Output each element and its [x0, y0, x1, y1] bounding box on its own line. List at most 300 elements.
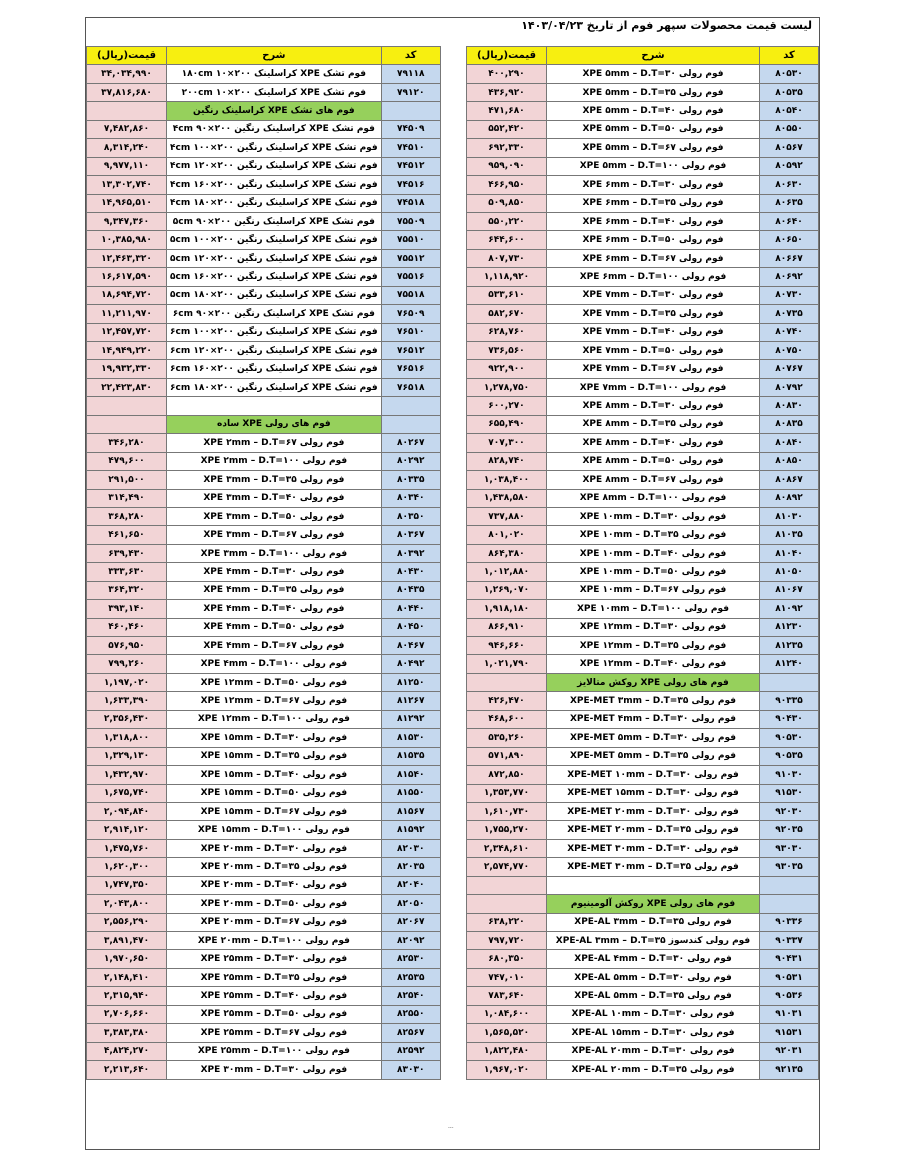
- code-cell: ۹۰۵۳۵: [760, 747, 819, 765]
- code-cell: ۸۲۵۴۰: [381, 987, 440, 1005]
- price-cell: ۵۷۱,۸۹۰: [467, 747, 547, 765]
- table-row: [87, 913, 441, 931]
- description-header: شرح: [547, 47, 760, 65]
- code-cell: ۹۳۰۳۰: [760, 839, 819, 857]
- description-cell: فوم رولی XPE ۷mm – D.T=۵۰: [547, 342, 760, 360]
- price-cell: ۵۳۵,۲۶۰: [467, 729, 547, 747]
- description-cell: فوم رولی XPE ۴mm – D.T=۳۵: [167, 581, 382, 599]
- code-cell: ۸۱۲۵۰: [381, 673, 440, 691]
- table-row: [87, 1042, 441, 1060]
- table-row: [467, 563, 819, 581]
- table-row: [467, 397, 819, 415]
- table-row: [87, 452, 441, 470]
- price-cell: [467, 673, 547, 691]
- table-row: [87, 1005, 441, 1023]
- description-cell: فوم رولی XPE ۲۵mm – D.T=۱۰۰: [167, 1042, 382, 1060]
- price-cell: ۱,۲۷۸,۷۵۰: [467, 378, 547, 396]
- table-row: [467, 120, 819, 138]
- price-cell: ۱۹,۹۳۲,۳۳۰: [87, 360, 167, 378]
- table-row: [87, 784, 441, 802]
- description-cell: فوم رولی XPE ۷mm – D.T=۴۰: [547, 323, 760, 341]
- code-cell: ۹۰۴۳۰: [760, 710, 819, 728]
- code-cell: ۸۰۷۴۰: [760, 323, 819, 341]
- code-cell: ۸۰۳۵۰: [381, 507, 440, 525]
- table-row: [87, 766, 441, 784]
- description-cell: فوم رولی XPE ۶mm – D.T=۵۰: [547, 231, 760, 249]
- price-cell: ۱,۴۷۵,۷۶۰: [87, 839, 167, 857]
- description-cell: فوم رولی XPE-AL ۵mm – D.T=۳۰: [547, 968, 760, 986]
- code-cell: ۸۱۲۴۰: [760, 655, 819, 673]
- code-cell: [760, 673, 819, 691]
- table-row: [87, 710, 441, 728]
- price-cell: ۹۲۲,۹۰۰: [467, 360, 547, 378]
- code-cell: ۸۰۳۳۵: [381, 471, 440, 489]
- code-cell: ۸۰۲۹۲: [381, 452, 440, 470]
- price-cell: ۱,۶۳۳,۳۹۰: [87, 692, 167, 710]
- price-cell: ۴۲۶,۴۷۰: [467, 692, 547, 710]
- code-cell: ۸۱۵۳۵: [381, 747, 440, 765]
- code-cell: ۸۲۰۳۵: [381, 858, 440, 876]
- price-cell: ۶۴۴,۶۰۰: [467, 231, 547, 249]
- description-cell: فوم رولی XPE-AL ۴mm – D.T=۳۰: [547, 950, 760, 968]
- description-cell: فوم رولی XPE ۲۰mm – D.T=۴۰: [167, 876, 382, 894]
- code-cell: ۹۱۵۳۰: [760, 784, 819, 802]
- code-cell: ۸۰۶۶۷: [760, 249, 819, 267]
- table-row: [87, 600, 441, 618]
- price-cell: ۸۲۸,۷۴۰: [467, 452, 547, 470]
- price-cell: ۱,۶۱۰,۷۳۰: [467, 802, 547, 820]
- price-cell: ۱,۹۱۸,۱۸۰: [467, 600, 547, 618]
- table-row: [87, 821, 441, 839]
- price-cell: ۵۵۰,۲۲۰: [467, 212, 547, 230]
- price-cell: ۸۶۴,۳۸۰: [467, 544, 547, 562]
- description-cell: فوم رولی XPE ۵mm – D.T=۴۰: [547, 102, 760, 120]
- table-row: [87, 231, 441, 249]
- code-cell: ۸۰۸۹۲: [760, 489, 819, 507]
- table-row: [467, 581, 819, 599]
- description-cell: فوم رولی XPE ۳۰mm – D.T=۳۰: [167, 1061, 382, 1079]
- table-row: [87, 692, 441, 710]
- price-cell: ۱۶,۶۱۷,۵۹۰: [87, 268, 167, 286]
- price-cell: ۷۴۷,۰۱۰: [467, 968, 547, 986]
- table-row: [467, 102, 819, 120]
- description-cell: فوم رولی XPE ۶mm – D.T=۱۰۰: [547, 268, 760, 286]
- table-row: [467, 544, 819, 562]
- description-cell: [547, 876, 760, 894]
- description-cell: فوم رولی XPE ۲۵mm – D.T=۶۷: [167, 1024, 382, 1042]
- table-row: [87, 249, 441, 267]
- description-cell: فوم رولی XPE ۳mm – D.T=۵۰: [167, 507, 382, 525]
- price-cell: ۱۲,۴۶۳,۳۲۰: [87, 249, 167, 267]
- code-cell: ۸۱۵۶۷: [381, 802, 440, 820]
- price-cell: ۴,۸۲۴,۲۷۰: [87, 1042, 167, 1060]
- code-cell: ۸۱۲۶۷: [381, 692, 440, 710]
- code-header: کد: [760, 47, 819, 65]
- table-row: [467, 692, 819, 710]
- code-cell: ۹۳۰۳۵: [760, 858, 819, 876]
- price-header: قیمت(ریال): [467, 47, 547, 65]
- code-cell: ۸۰۸۴۰: [760, 434, 819, 452]
- table-row: [87, 895, 441, 913]
- code-cell: ۸۰۴۵۰: [381, 618, 440, 636]
- code-cell: ۷۶۵۱۶: [381, 360, 440, 378]
- description-cell: فوم رولی XPE-MET ۳۰mm – D.T=۳۵: [547, 858, 760, 876]
- price-cell: ۷۹۷,۷۲۰: [467, 932, 547, 950]
- table-row: [87, 268, 441, 286]
- code-cell: ۷۵۵۱۰: [381, 231, 440, 249]
- description-cell: فوم رولی XPE ۸mm – D.T=۶۷: [547, 471, 760, 489]
- description-cell: فوم رولی XPE ۶mm – D.T=۳۵: [547, 194, 760, 212]
- description-cell: فوم رولی XPE-AL ۳mm – D.T=۳۵: [547, 913, 760, 931]
- description-cell: فوم رولی XPE ۸mm – D.T=۳۰: [547, 397, 760, 415]
- price-cell: ۹۵۹,۰۹۰: [467, 157, 547, 175]
- left-table-body: [87, 65, 441, 1079]
- price-cell: ۶۲۸,۷۶۰: [467, 323, 547, 341]
- table-row: [87, 618, 441, 636]
- code-cell: ۹۲۰۳۰: [760, 802, 819, 820]
- description-cell: فوم رولی XPE ۲۰mm – D.T=۶۷: [167, 913, 382, 931]
- description-cell: فوم رولی XPE ۵mm – D.T=۶۷: [547, 139, 760, 157]
- table-row: [87, 471, 441, 489]
- code-cell: [381, 397, 440, 415]
- price-cell: ۷۰۷,۳۰۰: [467, 434, 547, 452]
- code-cell: ۸۰۷۶۷: [760, 360, 819, 378]
- code-cell: ۸۱۰۳۵: [760, 526, 819, 544]
- table-row: [467, 987, 819, 1005]
- code-cell: ۸۰۴۳۵: [381, 581, 440, 599]
- price-cell: ۳۹۳,۱۴۰: [87, 600, 167, 618]
- price-cell: ۹۴۶,۶۶۰: [467, 637, 547, 655]
- description-cell: فوم رولی XPE-MET ۳۰mm – D.T=۳۰: [547, 839, 760, 857]
- table-row: [87, 434, 441, 452]
- table-row: [467, 1042, 819, 1060]
- code-cell: ۸۱۰۵۰: [760, 563, 819, 581]
- table-row: [467, 784, 819, 802]
- table-row: [87, 729, 441, 747]
- price-cell: ۱۳,۳۰۲,۷۴۰: [87, 176, 167, 194]
- table-row: [87, 120, 441, 138]
- description-cell: فوم رولی XPE ۴mm – D.T=۱۰۰: [167, 655, 382, 673]
- table-row: [467, 507, 819, 525]
- description-cell: فوم تشک XPE کراسلینک رنگین ۲۰۰×۱۸۰ ۴cm: [167, 194, 382, 212]
- description-cell: فوم رولی XPE ۱۲mm – D.T=۱۰۰: [167, 710, 382, 728]
- code-cell: ۸۲۰۵۰: [381, 895, 440, 913]
- description-cell: فوم تشک XPE کراسلینک رنگین ۲۰۰×۱۶۰ ۴cm: [167, 176, 382, 194]
- code-cell: ۸۲۰۳۰: [381, 839, 440, 857]
- table-row: [467, 729, 819, 747]
- description-cell: فوم رولی XPE ۲۵mm – D.T=۳۰: [167, 950, 382, 968]
- price-cell: ۴۶۱,۶۵۰: [87, 526, 167, 544]
- price-cell: ۴۷۱,۶۸۰: [467, 102, 547, 120]
- code-cell: ۷۴۵۱۶: [381, 176, 440, 194]
- description-cell: فوم تشک XPE کراسلینک رنگین ۲۰۰×۹۰ ۶cm: [167, 305, 382, 323]
- table-row: [87, 637, 441, 655]
- section-title: فوم های رولی XPE روکش متالایز: [547, 673, 760, 691]
- price-cell: ۱۸,۶۹۴,۷۲۰: [87, 286, 167, 304]
- description-cell: فوم تشک XPE کراسلینک ۲۰۰×۱۸۰cm ۱۰: [167, 65, 382, 83]
- table-row: [467, 821, 819, 839]
- description-cell: فوم تشک XPE کراسلینک رنگین ۲۰۰×۱۰۰ ۴cm: [167, 139, 382, 157]
- code-cell: ۸۱۰۴۰: [760, 544, 819, 562]
- price-cell: ۱,۳۱۸,۸۰۰: [87, 729, 167, 747]
- code-cell: ۷۶۵۱۰: [381, 323, 440, 341]
- description-cell: فوم رولی XPE ۲۰mm – D.T=۳۵: [167, 858, 382, 876]
- code-cell: ۸۰۸۳۰: [760, 397, 819, 415]
- description-cell: فوم تشک XPE کراسلینک رنگین ۲۰۰×۱۶۰ ۵cm: [167, 268, 382, 286]
- price-cell: ۳۳۳,۶۳۰: [87, 563, 167, 581]
- price-cell: ۶۹۲,۳۳۰: [467, 139, 547, 157]
- price-cell: ۴۷۹,۶۰۰: [87, 452, 167, 470]
- code-cell: ۷۶۵۰۹: [381, 305, 440, 323]
- price-cell: ۲,۰۴۳,۸۰۰: [87, 895, 167, 913]
- table-row: [467, 802, 819, 820]
- price-cell: ۶۸۰,۳۵۰: [467, 950, 547, 968]
- price-cell: ۸۰۱,۰۲۰: [467, 526, 547, 544]
- description-cell: فوم رولی XPE ۲۵mm – D.T=۳۵: [167, 968, 382, 986]
- code-cell: ۷۴۵۱۸: [381, 194, 440, 212]
- table-row: [87, 563, 441, 581]
- description-cell: فوم تشک XPE کراسلینک رنگین ۲۰۰×۱۰۰ ۶cm: [167, 323, 382, 341]
- code-cell: ۸۰۲۶۷: [381, 434, 440, 452]
- code-cell: ۸۰۸۳۵: [760, 415, 819, 433]
- price-cell: ۱,۰۱۲,۸۸۰: [467, 563, 547, 581]
- price-cell: ۴۳۶,۹۲۰: [467, 83, 547, 101]
- description-cell: فوم رولی XPE ۱۰mm – D.T=۵۰: [547, 563, 760, 581]
- price-cell: ۵۵۲,۴۲۰: [467, 120, 547, 138]
- code-cell: ۸۲۵۳۵: [381, 968, 440, 986]
- description-cell: فوم رولی XPE ۷mm – D.T=۳۵: [547, 305, 760, 323]
- description-cell: فوم رولی XPE ۱۵mm – D.T=۳۰: [167, 729, 382, 747]
- description-cell: فوم تشک XPE کراسلینک رنگین ۲۰۰×۹۰ ۴cm: [167, 120, 382, 138]
- description-cell: فوم رولی XPE ۲۵mm – D.T=۴۰: [167, 987, 382, 1005]
- code-cell: ۸۰۸۶۷: [760, 471, 819, 489]
- code-cell: ۸۰۵۶۷: [760, 139, 819, 157]
- code-cell: ۷۴۵۱۰: [381, 139, 440, 157]
- code-cell: ۸۱۲۹۲: [381, 710, 440, 728]
- price-cell: ۸,۳۱۴,۲۴۰: [87, 139, 167, 157]
- table-row: [87, 1061, 441, 1079]
- price-cell: ۱,۴۳۸,۵۸۰: [467, 489, 547, 507]
- table-row: [87, 968, 441, 986]
- price-cell: ۴۶۰,۴۶۰: [87, 618, 167, 636]
- price-cell: ۱۲,۴۵۷,۷۲۰: [87, 323, 167, 341]
- description-cell: فوم تشک XPE کراسلینک رنگین ۲۰۰×۱۰۰ ۵cm: [167, 231, 382, 249]
- table-row: [467, 157, 819, 175]
- code-cell: ۸۰۵۳۵: [760, 83, 819, 101]
- table-row: [467, 360, 819, 378]
- price-cell: [87, 397, 167, 415]
- description-cell: فوم رولی XPE ۲۰mm – D.T=۵۰: [167, 895, 382, 913]
- price-cell: ۱,۴۳۲,۹۷۰: [87, 766, 167, 784]
- code-cell: ۷۵۵۱۶: [381, 268, 440, 286]
- table-row: [467, 618, 819, 636]
- description-cell: فوم رولی XPE ۴mm – D.T=۴۰: [167, 600, 382, 618]
- table-row: [467, 212, 819, 230]
- price-cell: ۲,۱۴۸,۴۱۰: [87, 968, 167, 986]
- table-row: [467, 858, 819, 876]
- price-cell: ۱,۳۲۹,۱۳۰: [87, 747, 167, 765]
- right-table-body: [467, 65, 819, 1079]
- description-cell: فوم رولی XPE ۴mm – D.T=۳۰: [167, 563, 382, 581]
- code-cell: ۸۱۵۹۲: [381, 821, 440, 839]
- table-row: [467, 434, 819, 452]
- table-row: [87, 157, 441, 175]
- table-row: [87, 212, 441, 230]
- price-cell: ۷۸۳,۶۴۰: [467, 987, 547, 1005]
- code-cell: ۸۰۴۴۰: [381, 600, 440, 618]
- code-cell: ۸۰۶۵۰: [760, 231, 819, 249]
- code-cell: ۷۵۵۱۸: [381, 286, 440, 304]
- price-cell: ۱,۰۸۴,۶۰۰: [467, 1005, 547, 1023]
- description-cell: فوم رولی XPE-MET ۱۵mm – D.T=۳۰: [547, 784, 760, 802]
- page-title: لیست قیمت محصولات سپهر فوم از تاریخ ۱۴۰۳/۰۴/۲۳: [521, 19, 812, 32]
- code-cell: ۹۲۱۳۵: [760, 1061, 819, 1079]
- table-row: [467, 249, 819, 267]
- description-cell: فوم رولی XPE ۷mm – D.T=۶۷: [547, 360, 760, 378]
- table-row: [87, 342, 441, 360]
- price-cell: ۶۳۹,۴۳۰: [87, 544, 167, 562]
- table-row: [87, 876, 441, 894]
- footer-mark: ---: [448, 1125, 454, 1131]
- code-cell: ۸۱۰۹۲: [760, 600, 819, 618]
- table-row: [467, 305, 819, 323]
- description-cell: فوم رولی XPE ۸mm – D.T=۵۰: [547, 452, 760, 470]
- code-cell: ۸۱۰۶۷: [760, 581, 819, 599]
- price-cell: ۷۳۷,۸۸۰: [467, 507, 547, 525]
- table-row: [467, 655, 819, 673]
- code-cell: ۸۱۵۴۰: [381, 766, 440, 784]
- table-row: [467, 471, 819, 489]
- table-row: [467, 1024, 819, 1042]
- code-cell: ۸۲۵۹۲: [381, 1042, 440, 1060]
- code-cell: ۹۲۰۳۵: [760, 821, 819, 839]
- table-row: [467, 139, 819, 157]
- code-cell: ۹۰۵۳۶: [760, 987, 819, 1005]
- description-cell: فوم رولی XPE ۱۰mm – D.T=۶۷: [547, 581, 760, 599]
- code-cell: ۷۵۵۱۲: [381, 249, 440, 267]
- description-cell: فوم رولی XPE ۲mm – D.T=۱۰۰: [167, 452, 382, 470]
- price-cell: ۱,۹۷۰,۶۵۰: [87, 950, 167, 968]
- table-row: [467, 378, 819, 396]
- table-row: [87, 194, 441, 212]
- price-cell: ۳,۸۹۱,۴۷۰: [87, 932, 167, 950]
- price-cell: ۳۴۶,۲۸۰: [87, 434, 167, 452]
- section-row: [467, 895, 819, 913]
- price-cell: ۲,۰۹۴,۸۴۰: [87, 802, 167, 820]
- description-cell: فوم رولی XPE ۱۰mm – D.T=۴۰: [547, 544, 760, 562]
- price-cell: ۱,۷۵۵,۲۷۰: [467, 821, 547, 839]
- price-cell: ۳۶۸,۲۸۰: [87, 507, 167, 525]
- description-cell: فوم رولی XPE-MET ۳mm – D.T=۳۵: [547, 692, 760, 710]
- code-cell: ۸۰۶۴۰: [760, 212, 819, 230]
- price-cell: ۳۱۴,۴۹۰: [87, 489, 167, 507]
- price-cell: ۶۵۵,۴۹۰: [467, 415, 547, 433]
- description-cell: فوم رولی XPE ۵mm – D.T=۵۰: [547, 120, 760, 138]
- code-cell: ۷۶۵۱۲: [381, 342, 440, 360]
- code-cell: ۹۰۵۳۰: [760, 729, 819, 747]
- table-row: [87, 950, 441, 968]
- description-cell: فوم تشک XPE کراسلینک رنگین ۲۰۰×۱۸۰ ۵cm: [167, 286, 382, 304]
- table-row: [87, 987, 441, 1005]
- description-cell: فوم رولی کندسوز XPE-AL ۳mm – D.T=۳۵: [547, 932, 760, 950]
- code-cell: [381, 102, 440, 120]
- table-row: [87, 1024, 441, 1042]
- table-row: [467, 323, 819, 341]
- description-cell: فوم رولی XPE ۳mm – D.T=۱۰۰: [167, 544, 382, 562]
- description-cell: فوم تشک XPE کراسلینک رنگین ۲۰۰×۹۰ ۵cm: [167, 212, 382, 230]
- description-cell: فوم تشک XPE کراسلینک رنگین ۲۰۰×۱۲۰ ۶cm: [167, 342, 382, 360]
- description-cell: فوم تشک XPE کراسلینک ۲۰۰×۲۰۰cm ۱۰: [167, 83, 382, 101]
- description-cell: فوم رولی XPE-AL ۲۰mm – D.T=۳۰: [547, 1042, 760, 1060]
- code-cell: ۸۰۷۳۰: [760, 286, 819, 304]
- table-row: [87, 747, 441, 765]
- price-cell: ۱,۶۲۰,۳۰۰: [87, 858, 167, 876]
- table-row: [87, 65, 441, 83]
- description-cell: [167, 397, 382, 415]
- price-cell: ۱,۲۶۹,۰۷۰: [467, 581, 547, 599]
- price-cell: [87, 102, 167, 120]
- price-cell: ۸۰۷,۷۳۰: [467, 249, 547, 267]
- price-cell: ۸۶۶,۹۱۰: [467, 618, 547, 636]
- description-cell: فوم رولی XPE ۲۵mm – D.T=۵۰: [167, 1005, 382, 1023]
- table-row: [87, 673, 441, 691]
- code-cell: ۷۹۱۱۸: [381, 65, 440, 83]
- price-cell: ۲۹۱,۵۰۰: [87, 471, 167, 489]
- code-cell: ۸۲۰۶۷: [381, 913, 440, 931]
- code-cell: ۸۱۵۵۰: [381, 784, 440, 802]
- price-cell: ۶۰۰,۲۷۰: [467, 397, 547, 415]
- table-row: [87, 655, 441, 673]
- price-cell: ۳۷,۸۱۶,۶۸۰: [87, 83, 167, 101]
- code-header: کد: [381, 47, 440, 65]
- code-cell: ۸۰۵۳۰: [760, 65, 819, 83]
- price-cell: ۴۶۸,۶۰۰: [467, 710, 547, 728]
- price-cell: ۷,۴۸۲,۸۶۰: [87, 120, 167, 138]
- code-cell: ۸۰۴۶۷: [381, 637, 440, 655]
- description-cell: فوم رولی XPE ۶mm – D.T=۳۰: [547, 176, 760, 194]
- code-cell: ۸۰۴۹۲: [381, 655, 440, 673]
- price-cell: ۴۰۰,۲۹۰: [467, 65, 547, 83]
- price-cell: ۲۲,۴۲۳,۸۳۰: [87, 378, 167, 396]
- description-cell: فوم رولی XPE ۱۵mm – D.T=۳۵: [167, 747, 382, 765]
- table-row: [467, 913, 819, 931]
- code-cell: ۸۰۷۳۵: [760, 305, 819, 323]
- price-cell: ۵۷۶,۹۵۰: [87, 637, 167, 655]
- description-cell: فوم رولی XPE-MET ۴mm – D.T=۳۰: [547, 710, 760, 728]
- table-row: [467, 526, 819, 544]
- description-cell: فوم رولی XPE ۵mm – D.T=۳۰: [547, 65, 760, 83]
- code-cell: ۹۰۳۳۷: [760, 932, 819, 950]
- table-row: [87, 139, 441, 157]
- price-cell: ۵۰۹,۸۵۰: [467, 194, 547, 212]
- code-cell: ۸۰۶۳۵: [760, 194, 819, 212]
- table-row: [87, 526, 441, 544]
- description-cell: فوم رولی XPE-MET ۵mm – D.T=۳۵: [547, 747, 760, 765]
- code-cell: ۷۴۵۱۲: [381, 157, 440, 175]
- description-cell: فوم تشک XPE کراسلینک رنگین ۲۰۰×۱۲۰ ۴cm: [167, 157, 382, 175]
- description-cell: فوم رولی XPE ۸mm – D.T=۳۵: [547, 415, 760, 433]
- code-cell: ۸۰۵۴۰: [760, 102, 819, 120]
- price-cell: [467, 876, 547, 894]
- code-cell: ۷۶۵۱۸: [381, 378, 440, 396]
- section-title: فوم های رولی XPE ساده: [167, 415, 382, 433]
- description-cell: فوم رولی XPE ۱۰mm – D.T=۳۰: [547, 507, 760, 525]
- code-cell: ۸۱۵۳۰: [381, 729, 440, 747]
- table-row: [87, 323, 441, 341]
- description-cell: فوم رولی XPE ۱۲mm – D.T=۳۵: [547, 637, 760, 655]
- price-cell: [87, 415, 167, 433]
- description-cell: فوم رولی XPE ۱۰mm – D.T=۳۵: [547, 526, 760, 544]
